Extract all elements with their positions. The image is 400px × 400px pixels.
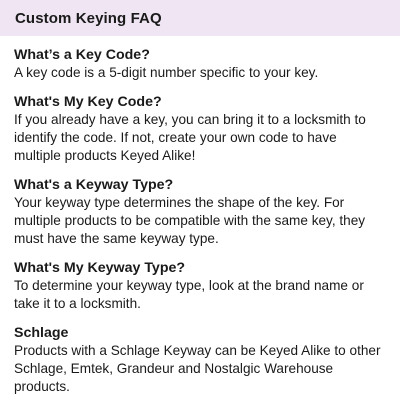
faq-question: What’s a Key Code? [14, 47, 150, 63]
faq-item-my-key-code [14, 93, 386, 165]
faq-answer: Products with a Schlage Keyway can be Keyed Alike to other Schlage, Emtek, Grandeur and Nostalgic Warehouse products. [14, 343, 381, 394]
faq-item-schlage [14, 324, 386, 396]
faq-question: What's a Keyway Type? [14, 177, 174, 193]
faq-list [0, 36, 400, 396]
faq-item-keyway-type [14, 176, 386, 248]
faq-header [0, 0, 400, 36]
faq-answer: If you already have a key, you can bring it to a locksmith to identify the code. If not, create your own code to have multiple products Keyed Alike! [14, 112, 366, 163]
faq-question: What's My Keyway Type? [14, 260, 186, 276]
faq-item-key-code [14, 46, 386, 82]
faq-question: Schlage [14, 325, 69, 341]
faq-header-title: Custom Keying FAQ [15, 9, 162, 27]
faq-item-my-keyway-type [14, 259, 386, 313]
faq-question: What's My Key Code? [14, 94, 162, 110]
faq-answer: A key code is a 5-digit number specific to your key. [14, 65, 319, 80]
faq-answer: To determine your keyway type, look at the brand name or take it to a locksmith. [14, 278, 364, 311]
faq-answer: Your keyway type determines the shape of the key. For multiple products to be compatible with the same key, they must have the same keyway type. [14, 195, 366, 246]
